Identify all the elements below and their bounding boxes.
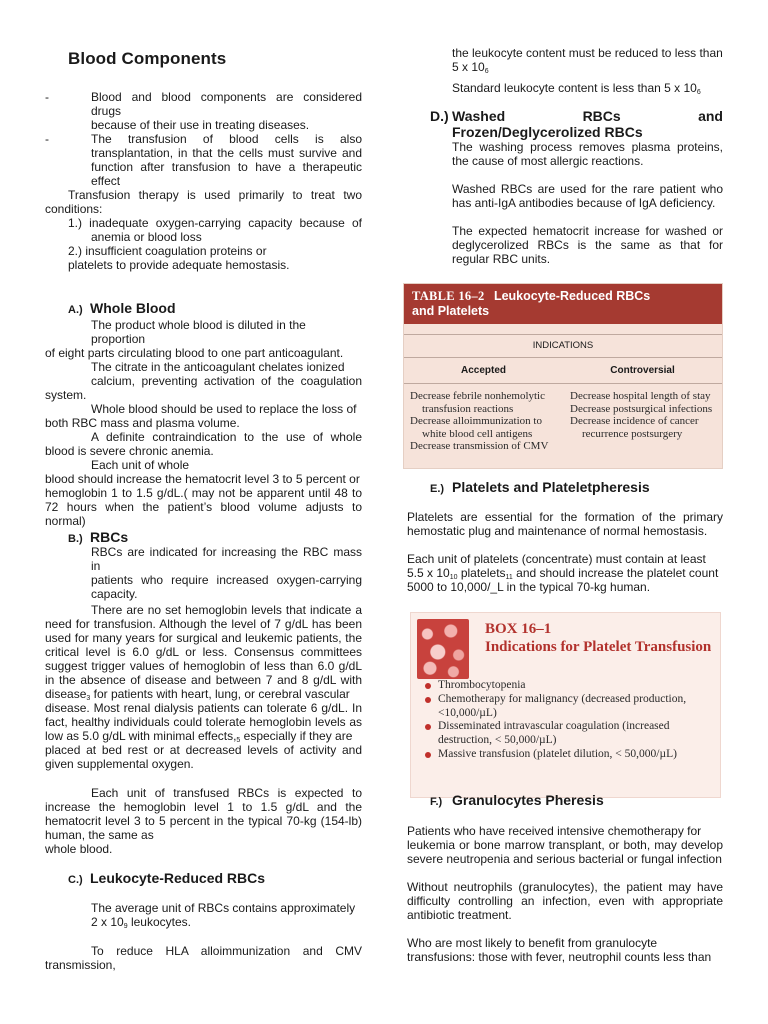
table-cell: Decrease postsurgical infections — [570, 402, 713, 415]
accepted-column — [410, 390, 556, 453]
column-header-controversial: Controversial — [610, 365, 675, 376]
section-heading-washed: D.) Washed RBCs and Frozen/Deglycerolized RBCs — [430, 108, 723, 140]
table-cell: Decrease alloimmunization to white blood cell antigens — [410, 415, 542, 440]
section-heading-leukocyte-reduced: C.) Leukocyte-Reduced RBCs — [68, 870, 266, 886]
platelets-text: Platelets are essential for the formation of the primary hemostatic plug and maintenance of normal hemostasis. Each unit of platelets (concentrate) must contain at least 5.5 x $10_{10}$ platelets$_{11}$ and should increase the platelet count 5000 to 10,000/_L in the typical 70-kg human. — [407, 510, 723, 594]
leukocyte-continued: the leukocyte content must be reduced to less than 5 x $10_6$ Standard leukocyte content is less than 5 x $10_6$ — [452, 46, 723, 96]
box-number: BOX 16–1 — [485, 621, 552, 637]
box-list — [423, 679, 712, 762]
list-item: Massive transfusion (platelet dilution, < 50,000/µL) — [423, 748, 712, 762]
section-heading-granulocytes: F.) Granulocytes Pheresis — [430, 792, 604, 808]
granulocytes-text: Patients who have received intensive chemotherapy for leukemia or bone marrow transplant, or both, may develop severe neutropenia and serious bacterial or fungal infection Without neutrophils (granulocytes), the patient may have difficulty controlling an infection, even with appropriate antibiotic treatment. Who are most likely to benefit from granulocyte transfusions: those with fever, neutrophil counts less than — [407, 824, 723, 964]
column-header-accepted: Accepted — [460, 365, 506, 376]
bullet-item: - Blood and blood components are considered drugs because of their use in treating diseases. — [45, 90, 362, 132]
section-heading-platelets: E.) Platelets and Plateletpheresis — [430, 479, 650, 495]
whole-blood-text: The product whole blood is diluted in the proportion of eight parts circulating blood to one part anticoagulant. The citrate in the anticoagulant chelates ionized calcium, preventing activation of the coagulation system. Whole blood should be used to replace the loss of both RBC mass and plasma volume. A definite contraindication to the use of whole blood is severe chronic anemia. Each unit of whole blood should increase the hematocrit level 3 to 5 percent or hemoglobin 1 to 1.5 g/dL.( may not be apparent until 48 to 72 hours when the patient’s blood volume adjusts to normal) — [45, 318, 362, 528]
leukocyte-text-2: To reduce HLA alloimmunization and CMV transmission, — [45, 944, 362, 972]
table-indications-label: INDICATIONS — [404, 334, 722, 358]
bullet-dash: - — [45, 90, 49, 104]
table-header: TABLE 16–2 Leukocyte-Reduced RBCs and Platelets — [404, 284, 722, 324]
rbcs-lead: RBCs are indicated for increasing the RBC mass in patients who require increased oxygen-carrying capacity. — [91, 545, 362, 601]
list-item: Chemotherapy for malignancy (decreased production, <10,000/µL) — [423, 693, 712, 721]
table-cell: Decrease hospital length of stay — [570, 390, 711, 402]
bullet-item: - The transfusion of blood cells is also transplantation, in that the cells must survive and function after transfusion to have a therapeutic effect — [45, 132, 362, 188]
section-heading-whole-blood: A.) Whole Blood — [68, 300, 176, 316]
list-item: Disseminated intravascular coagulation (increased destruction, < 50,000/µL) — [423, 720, 712, 748]
table-16-2 — [403, 283, 723, 469]
table-cell: Decrease incidence of cancer recurrence postsurgery — [570, 415, 699, 440]
table-column-headers — [404, 358, 722, 384]
rbcs-paragraph-2: Each unit of transfused RBCs is expected to increase the hemoglobin level 1 to 1.5 g/dL and the hematocrit level 3 to 5 percent in the typical 70-kg (154-lb) human, the same as whole blood. — [45, 786, 362, 856]
table-body — [404, 384, 722, 453]
controversial-column — [556, 390, 716, 453]
bullet-dash: - — [45, 132, 49, 146]
rbcs-paragraph-1: There are no set hemoglobin levels that indicate a need for transfusion. Although the level of 7 g/dL has been used for many years for surgical and leukemic patients, the critical level is 6.0 g/dL or less. Consensus committees suggest trigger values of hemoglobin of less than 6.0 g/dL in the absence of disease and between 7 and 8 g/dL with disease$_3$ for patients with heart, lung, or cerebral vascular disease. Most renal dialysis patients can tolerate 6 g/dL. In fact, healthy individuals could tolerate hemoglobin levels as low as 5.0 g/dL with minimal $effects,_5$ especially if they are placed at bed rest or at decreased levels of activity and given supplemental oxygen. — [45, 603, 362, 771]
section-heading-rbcs: B.) RBCs — [68, 529, 129, 545]
table-cell: Decrease transmission of CMV — [410, 440, 549, 453]
document-title: Blood Components — [68, 49, 227, 68]
washed-text: The washing process removes plasma proteins, the cause of most allergic reactions. Washed RBCs are used for the rare patient who has anti-IgA antibodies because of IgA deficiency. The expected hematocrit increase for washed or deglycerolized RBCs is the same as that for regular RBC units. — [452, 140, 723, 266]
box-16-1 — [410, 612, 721, 798]
box-title: Indications for Platelet Transfusion — [485, 639, 712, 655]
leukocyte-text-1: The average unit of RBCs contains approximately 2 x $10_9$ leukocytes. — [91, 901, 356, 930]
list-item: Thrombocytopenia — [423, 679, 712, 693]
platelet-micrograph-image — [417, 619, 469, 679]
intro-bullets — [45, 90, 362, 188]
table-cell: Decrease febrile nonhemolytic transfusion reactions — [410, 390, 545, 415]
intro-paragraph: Transfusion therapy is used primarily to treat two conditions: 1.) inadequate oxygen-carrying capacity because of anemia or blood loss 2.) insufficient coagulation proteins or platelets to provide adequate hemostasis. — [45, 188, 362, 272]
